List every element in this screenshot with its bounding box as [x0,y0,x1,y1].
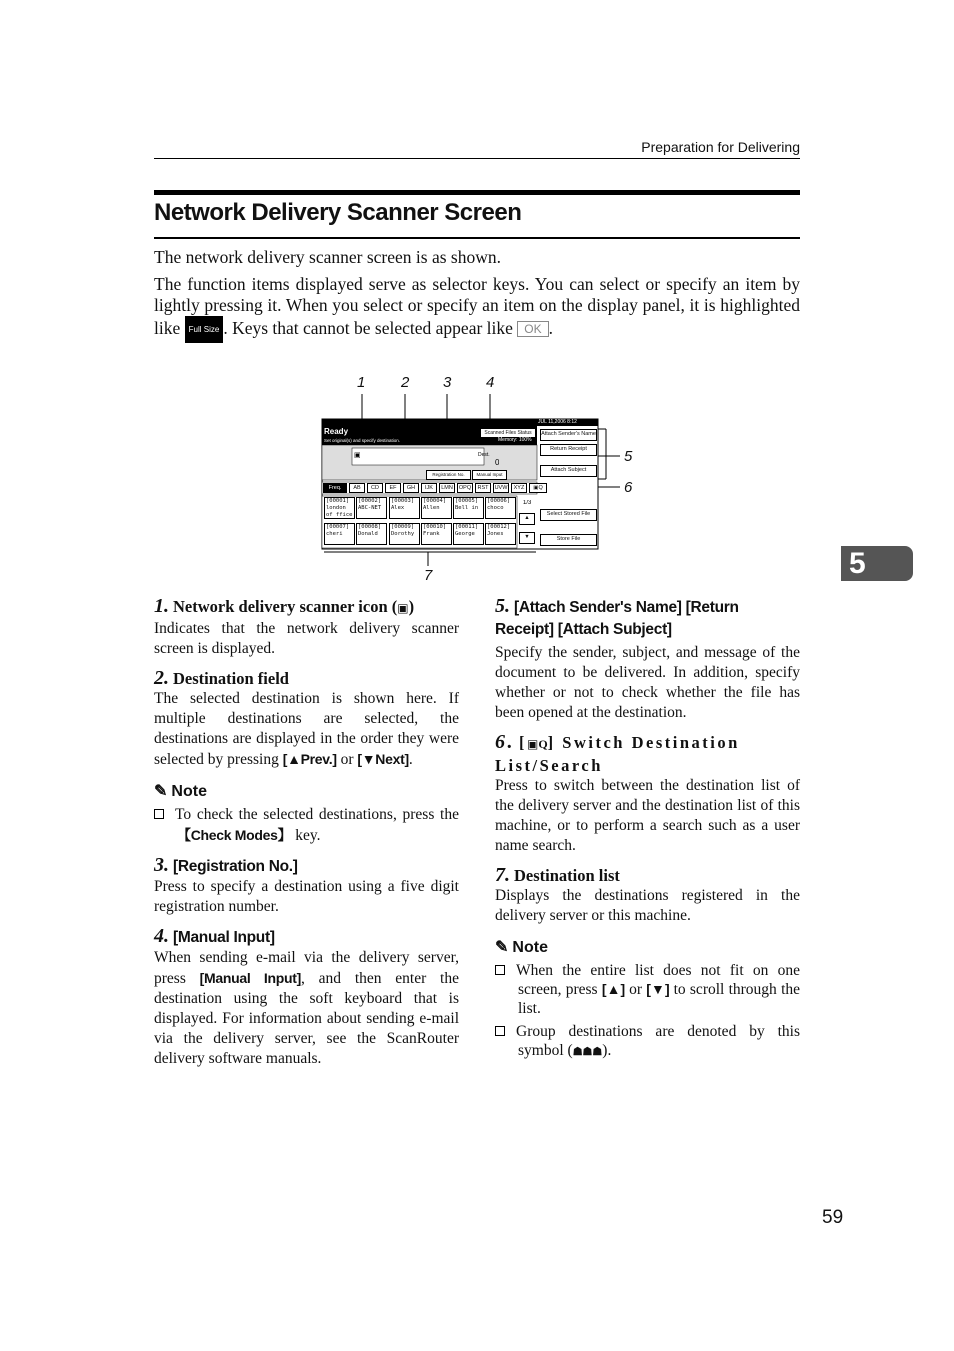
manual-input-button[interactable]: Manual Input [472,470,507,480]
highlighted-key-sample: Full Size [185,316,224,343]
item-number: 1. [154,595,169,617]
tab-gh[interactable]: GH [403,483,419,493]
pencil-icon: ✎ [154,783,168,800]
dest-code: [00008] [358,524,382,530]
dest-cell[interactable] [324,523,355,545]
note-item [154,805,459,846]
item-title: [Registration No.] [173,858,298,875]
note-item [495,961,800,1018]
dest-code: [00003] [391,498,415,504]
dest-cell[interactable] [485,523,516,545]
header-rule [154,158,800,159]
lcd-status: Ready [324,427,349,436]
tab-ab[interactable]: AB [349,483,365,493]
dest-name: cheri [326,531,343,537]
title-rule-top [154,190,800,195]
dest-name: ABC-NET [358,505,382,511]
dest-cell[interactable] [356,523,387,545]
down-key: [▼] [646,981,670,997]
scanner-screen-diagram [300,372,660,587]
item-3-body: Press to specify a destination using a five digit registration number. [154,878,459,915]
lcd-tabs [323,483,547,493]
item-1-heading [154,596,459,619]
intro-paragraph-1: The network delivery scanner screen is as shown. [154,247,501,267]
manual-input-key: [Manual Input] [199,970,301,986]
tab-uvw[interactable]: UVW [494,485,508,491]
intro-paragraph-2 [154,274,800,343]
item-number: 2. [154,667,169,689]
scanned-files-status-button[interactable]: Scanned Files Status [480,428,536,438]
tab-xyz[interactable]: XYZ [511,483,527,493]
dest-name: Bell in [455,505,479,511]
dest-name: london of ffice [326,505,353,518]
page-number: 59 [822,1207,844,1228]
scroll-down-button[interactable]: ▼ [519,532,535,544]
group-icon: ☗☗☗ [572,1046,603,1058]
dest-name: choco [487,505,504,511]
lcd-prompt: Set original(s) and specify destination. [324,438,401,443]
item-number: 3. [154,854,169,876]
item-title-end: ) [408,597,415,616]
item-7-heading [495,865,800,886]
intro-text-c: . [548,318,554,338]
scroll-up-button[interactable]: ▲ [519,513,535,525]
intro-text-a: The function items displayed serve as selector keys. You can select or specify an item by lightly pressing it. When you select or specify an item on the display panel, it is highlighted like [154,274,800,338]
item-1-body: Indicates that the network delivery scanner screen is displayed. [154,620,459,657]
return-receipt-button[interactable]: Return Receipt [540,444,597,456]
note-heading [154,782,459,802]
item-title: Destination list [514,866,620,885]
item-5-heading [495,596,800,640]
body-text: The selected destination is shown here. If multiple destinations are selected, the destinations are displayed in the order they were selected by pressing [154,690,459,768]
item-title: [ [519,733,527,752]
dest-cell[interactable] [453,523,484,545]
dest-code: [00006] [487,498,511,504]
dest-code: [00005] [455,498,479,504]
item-4-body [154,948,459,1069]
note-title: Note [171,783,207,800]
section-title: Network Delivery Scanner Screen [154,199,522,226]
dest-cell[interactable] [421,497,452,519]
callout-2: 2 [401,374,410,391]
tab-rst[interactable]: RST [475,483,491,493]
intro-text-b: . Keys that cannot be selected appear like [223,318,513,338]
dest-name: Dorothy [391,531,415,537]
switch-destination-icon: ▣Q [527,737,548,751]
callout-3: 3 [443,374,452,391]
tab-cd[interactable]: CD [367,483,383,493]
switch-destination-search-icon[interactable]: ▣Q [529,483,547,493]
dest-name: Donald [358,531,378,537]
dest-cell[interactable] [485,497,516,519]
item-2-body [154,689,459,770]
network-delivery-icon: ▣ [354,452,361,459]
prev-key: [▲Prev.] [282,751,337,767]
item-6-heading [495,732,800,776]
running-head: Preparation for Delivering [641,139,800,155]
item-title: ] Switch Destination List/Search [495,733,740,775]
note-heading [495,938,800,958]
body-text: . [408,751,413,768]
dest-cell[interactable] [389,497,420,519]
checkbox-icon [495,965,505,975]
dest-name: Allen [423,505,440,511]
checkbox-icon [154,809,164,819]
dest-cell[interactable] [389,523,420,545]
item-title: Network delivery scanner icon ( [173,597,398,616]
dest-code: [00004] [423,498,447,504]
checkbox-icon [495,1026,505,1036]
item-title: [Manual Input] [173,929,275,946]
item-number: 6. [495,731,515,753]
body-text: or [336,751,358,768]
body-text: When sending e-mail via the delivery server, press [154,949,459,987]
dest-name: Jones [487,531,504,537]
note-text: key. [291,827,321,844]
item-number: 7. [495,864,510,886]
dest-name: Frank [423,531,440,537]
tab-lmn[interactable]: LMN [439,483,455,493]
dest-code: [00002] [358,498,382,504]
note-text: To check the selected destinations, press the [175,806,459,823]
note-text: to scroll through the list. [518,981,801,1017]
item-title: [Attach Sender's Name] [Return Receipt] [Attach Subject] [495,599,739,638]
dest-cell[interactable] [356,497,387,519]
attach-senders-name-button[interactable]: Attach Sender's Name [540,429,597,441]
body-text: , and then enter the destination using the soft keyboard that is displayed. For information about sending e-mail via the delivery server, see the ScanRouter delivery software manuals. [154,970,459,1067]
left-column [154,596,459,1069]
dest-cell[interactable] [421,523,452,545]
attach-subject-button[interactable]: Attach Subject [540,465,597,477]
note-item [495,1022,800,1062]
tab-ef[interactable]: EF [385,483,401,493]
dest-code: [00011] [455,524,479,530]
title-rule-bottom [154,237,800,239]
callout-7: 7 [424,567,433,584]
lcd-dest-label: Dest. [478,452,490,458]
lcd-date: JUL 11,2006 8:12 [538,419,577,425]
up-key: [▲] [601,981,625,997]
callout-1: 1 [357,374,366,391]
registration-no-button[interactable]: Registration No. [426,470,471,480]
item-title: Destination field [173,669,289,688]
note-text: When the entire list does not fit on one screen, press [516,962,800,998]
lcd-memory: Memory: 100% [498,437,532,443]
network-delivery-icon: ▣ [397,601,409,615]
select-stored-file-button[interactable]: Select Stored File [540,509,597,521]
store-file-button[interactable]: Store File [540,534,597,546]
right-column [495,596,800,1062]
next-key: [▼Next] [357,751,409,767]
page-indicator: 1/3 [523,500,532,506]
item-2-heading [154,668,459,689]
item-4-heading [154,926,459,948]
pencil-icon: ✎ [495,939,509,956]
tab-freq[interactable]: Freq. [323,483,347,493]
check-modes-key: 【Check Modes】 [177,827,292,843]
callout-4: 4 [486,374,495,391]
item-6-body: Press to switch between the destination list of the delivery server and the destination list of this machine, or to perform a search such as a user name search. [495,777,800,854]
note-text: or [624,981,647,998]
item-number: 5. [495,595,510,617]
note-text: Group destinations are denoted by this symbol ( [516,1023,800,1059]
dest-code: [00009] [391,524,415,530]
note-text: ). [602,1042,612,1059]
tab-opq[interactable]: OPQ [458,485,472,491]
item-3-heading [154,855,459,877]
item-7-body: Displays the destinations registered in the delivery server or this machine. [495,887,800,924]
dest-cell[interactable] [453,497,484,519]
chapter-tab [841,546,913,581]
dest-code: [00012] [487,524,511,530]
chapter-number: 5 [849,547,866,580]
item-5-body: Specify the sender, subject, and message of the document to be delivered. In addition, specify whether or not to check whether the file has been opened at the destination. [495,644,800,721]
callout-6: 6 [624,479,633,496]
callout-5: 5 [624,448,633,465]
dest-cell[interactable] [324,497,355,519]
dest-name: George [455,531,475,537]
dest-name: Alex [391,505,405,511]
tab-ijk[interactable]: IJK [421,483,437,493]
dest-code: [00010] [423,524,447,530]
disabled-key-sample: OK [517,321,548,337]
item-number: 4. [154,925,169,947]
note-title: Note [512,939,548,956]
dest-code: [00007] [326,524,350,530]
dest-code: [00001] [326,498,350,504]
lcd-dest-count: 0 [495,458,500,467]
